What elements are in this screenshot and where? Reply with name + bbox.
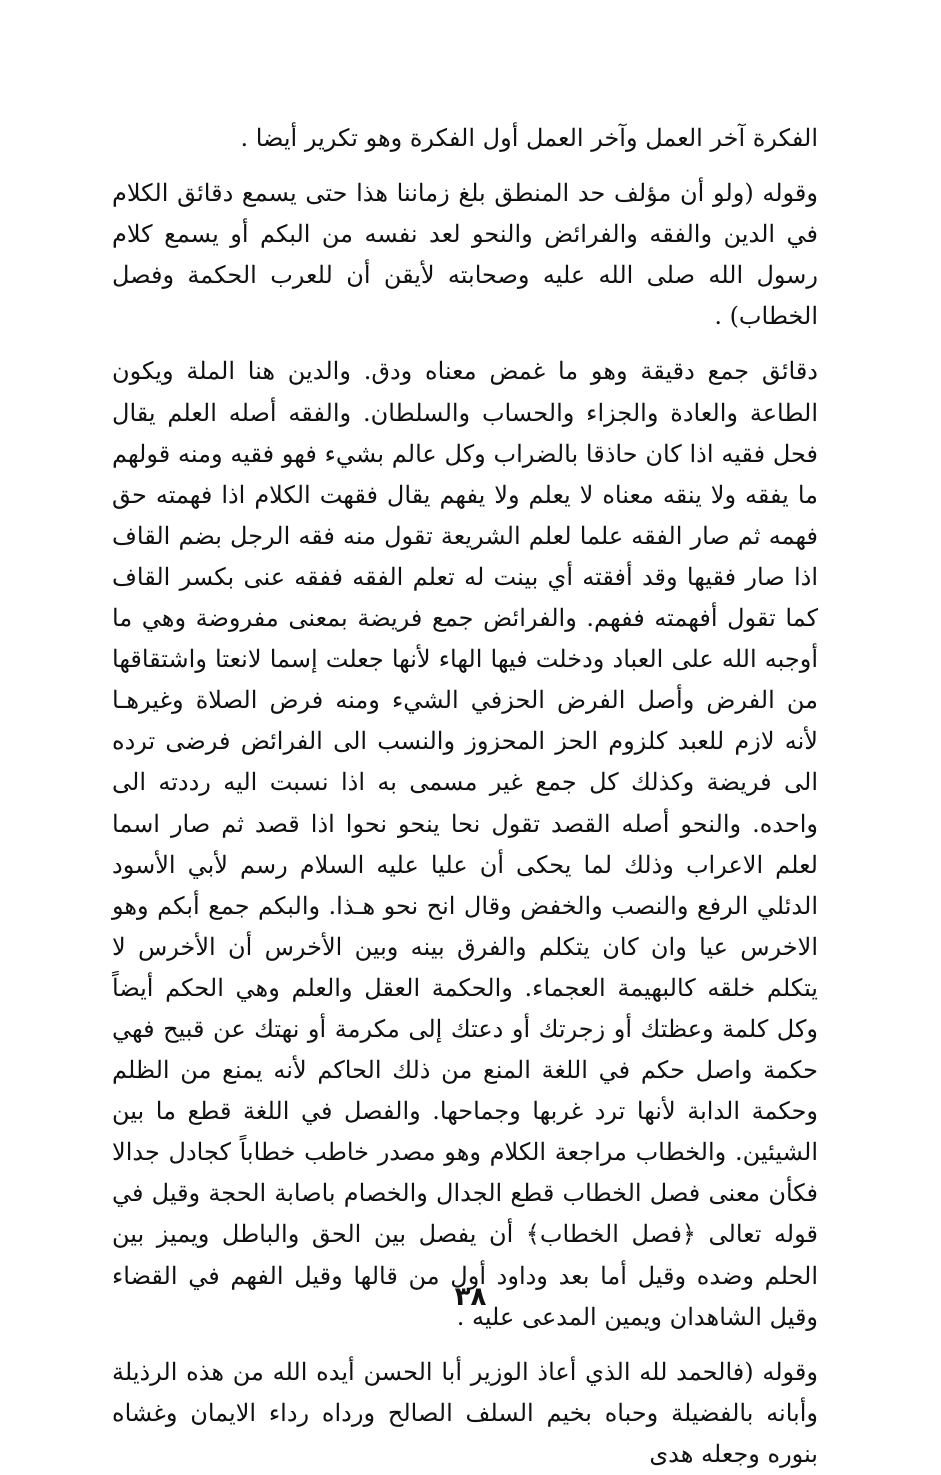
body-text xyxy=(112,118,818,1475)
paragraph-quoted-text: وقوله (ولو أن مؤلف حد المنطق بلغ زماننا هذا حتى يسمع دقائق الكلام في الدين والفقه والفرائض والنحو لعد نفسه من البكم أو يسمع كلام رسول الله صلى الله عليه وصحابته لأيقن أن للعرب الحكمة وفصل الخطاب) . xyxy=(112,179,818,331)
paragraph-commentary: دقائق جمع دقيقة وهو ما غمض معناه ودق. والدين هنا الملة ويكون الطاعة والعادة والجزاء والحساب والسلطان. والفقه أصله العلم يقال فحل فقيه اذا كان حاذقا بالضراب وكل عالم بشيء فهو فقيه ومنه قولهم ما يفقه ولا ينقه معناه لا يعلم ولا يفهم يقال فقهت الكلام اذا فهمته حق فهمه ثم صار الفقه علما لعلم الشريعة تقول منه فقه الرجل بضم القاف اذا صار فقيها وقد أفقته أي بينت له تعلم الفقه ففقه عنى بكسر القاف كما تقول أفهمته ففهم. والفرائض جمع فريضة بمعنى مفروضة وهي ما أوجبه الله على العباد ودخلت فيها الهاء لأنها جعلت إسما لانعتا واشتقاقها من الفرض وأصل الفرض الحزفي الشيء ومنه فرض الصلاة وغيرهـا لأنه لازم للعبد كلزوم الحز المحزوز والنسب الى الفرائض فرضى ترده الى فريضة وكذلك كل جمع غير مسمى به اذا نسبت اليه رددته الى واحده. والنحو أصله القصد تقول نحا ينحو نحوا اذا قصد ثم صار اسما لعلم الاعراب وذلك لما يحكى أن عليا عليه السلام رسم لأبي الأسود الدئلي الرفع والنصب والخفض وقال انح نحو هـذا. والبكم جمع أبكم وهو الاخرس عيا وان كان يتكلم والفرق بينه وبين الأخرس أن الأخرس لا يتكلم خلقه كالبهيمة العجماء. والحكمة العقل والعلم وهي الحكم أيضاً وكل كلمة وعظتك أو زجرتك أو دعتك إلى مكرمة أو نهتك عن قبيح فهي حكمة واصل حكم في اللغة المنع من ذلك الحاكم لأنه يمنع من الظلم وحكمة الدابة لأنها ترد غربها وجماحها. والفصل في اللغة قطع ما بين الشيئين. والخطاب مراجعة الكلام وهو مصدر خاطب خطاباً كجادل جدالا فكأن معنى فصل الخطاب قطع الجدال والخصام باصابة الحجة وقيل في قوله تعالى ﴿فصل الخطاب﴾ أن يفصل بين الحق والباطل ويميز بين الحلم وضده وقيل أما بعد وداود أول من قالها وقيل الفهم في القضاء وقيل الشاهدان ويمين المدعى عليه . xyxy=(112,357,819,1331)
page-number: ٣٨ xyxy=(454,1282,487,1312)
paragraph-quoted-text-continued: وقوله (فالحمد لله الذي أعاذ الوزير أبا الحسن أيده الله من هذه الرذيلة وأبانه بالفضيلة وحباه بخيم السلف الصالح ورداه رداء الايمان وغشاه بنوره وجعله هدى xyxy=(112,1357,818,1468)
paragraph-commentary-end: الفكرة آخر العمل وآخر العمل أول الفكرة وهو تكرير أيضا . xyxy=(240,124,818,152)
